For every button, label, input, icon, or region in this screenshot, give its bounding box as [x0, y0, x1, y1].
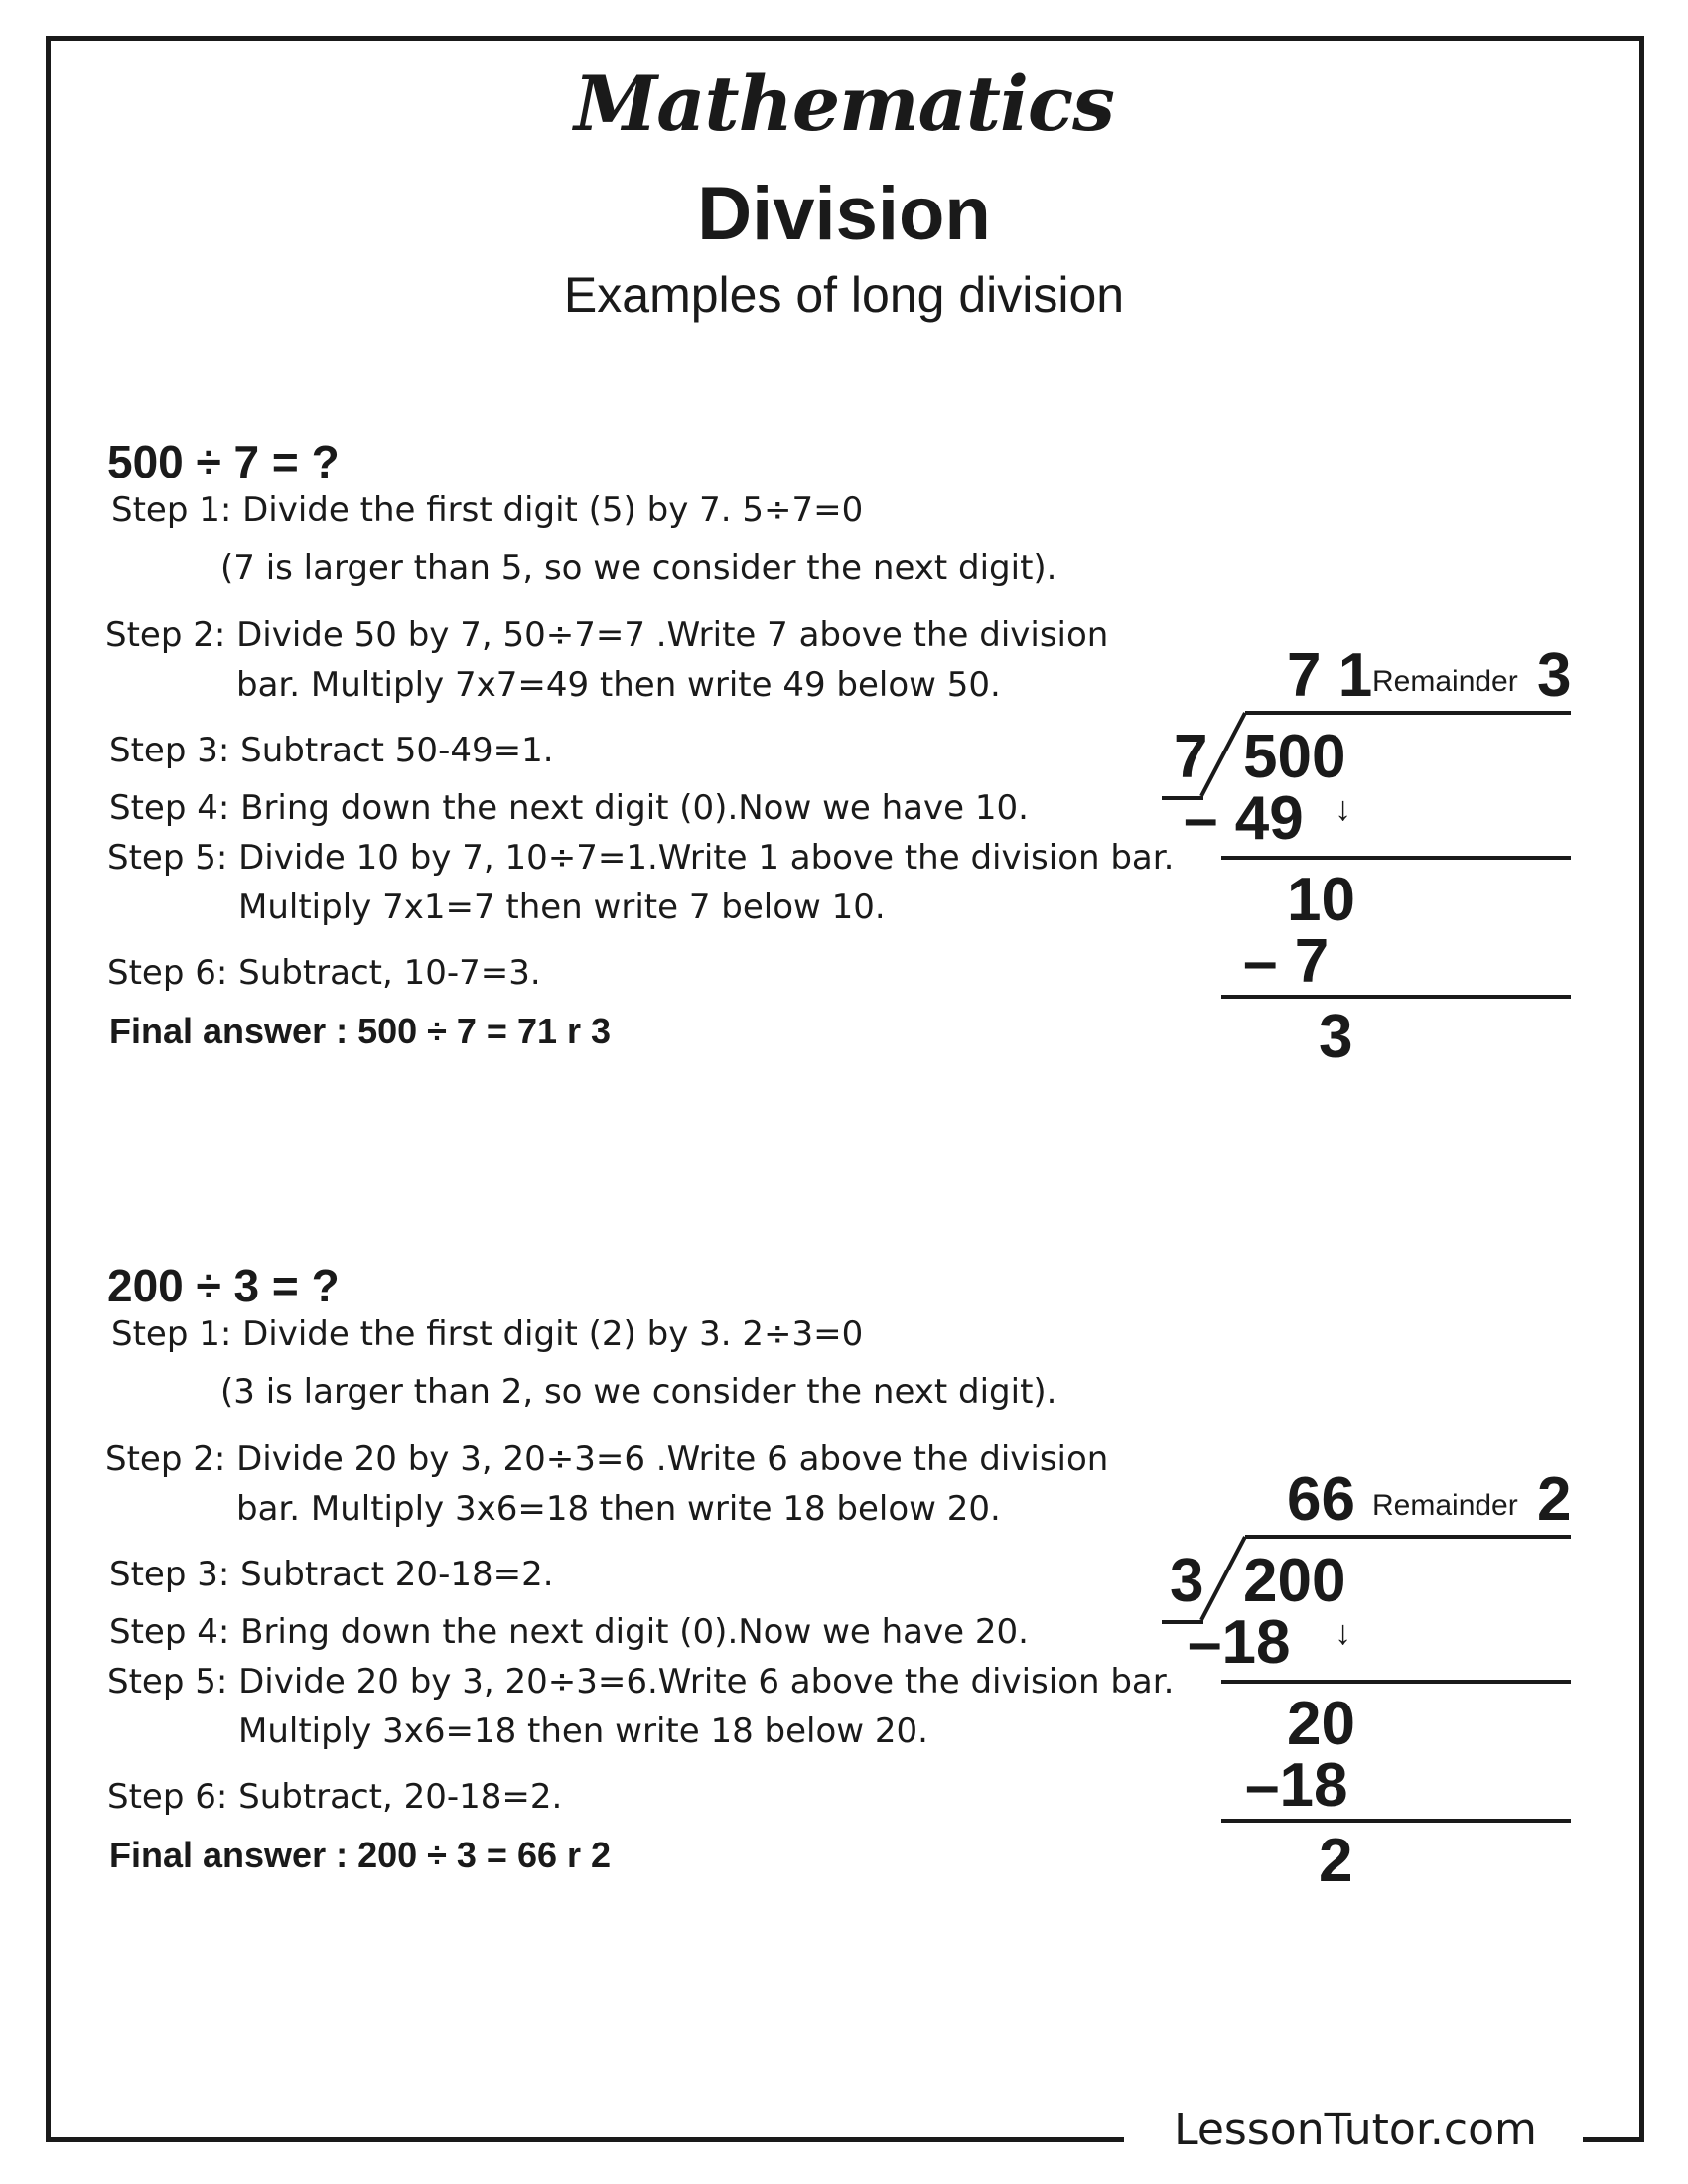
example-2	[0, 1259, 1688, 1954]
step-line: Step 5: Divide 10 by 7, 10÷7=1.Write 1 above the division bar.	[107, 838, 1175, 878]
step-line: (7 is larger than 5, so we consider the next digit).	[220, 548, 1057, 588]
quotient: 66	[1287, 1465, 1355, 1534]
step-line: bar. Multiply 3x6=18 then write 18 below 20.	[236, 1489, 1001, 1529]
step-line: Step 3: Subtract 50-49=1.	[109, 731, 554, 770]
subtract-line-1: – 49	[1184, 784, 1304, 853]
step-line: Step 1: Divide the first digit (5) by 7. 5÷7=0	[111, 490, 864, 530]
remainder-label: Remainder	[1372, 1489, 1518, 1522]
subtract-line-2: –18	[1245, 1751, 1348, 1820]
step-line: Step 4: Bring down the next digit (0).Now we have 20.	[109, 1612, 1029, 1652]
subtraction-line-2	[1221, 1819, 1571, 1823]
page-title: Division	[697, 172, 991, 256]
subtraction-line-1	[1221, 1680, 1571, 1684]
step-line: Step 1: Divide the first digit (2) by 3. 2÷3=0	[111, 1314, 864, 1354]
long-division-diagram	[1152, 1465, 1589, 1895]
subtract-line-2: – 7	[1243, 927, 1330, 996]
subtraction-line-1	[1221, 856, 1571, 860]
remainder-value: 2	[1537, 1465, 1572, 1534]
final-answer: Final answer : 200 ÷ 3 = 66 r 2	[109, 1835, 612, 1875]
step-line: (3 is larger than 2, so we consider the next digit).	[220, 1372, 1057, 1412]
subtract-line-1: –18	[1188, 1608, 1291, 1677]
page-border-bottom-right	[1583, 2137, 1644, 2142]
step-line: Multiply 7x1=7 then write 7 below 10.	[238, 887, 886, 927]
bring-down-arrow: ↓	[1335, 790, 1351, 828]
step-line: Step 2: Divide 20 by 3, 20÷3=6 .Write 6 above the division	[105, 1439, 1109, 1479]
step-line: Step 2: Divide 50 by 7, 50÷7=7 .Write 7 above the division	[105, 615, 1109, 655]
divisor: 7	[1174, 723, 1208, 791]
subject-heading: Mathematics	[574, 60, 1114, 148]
divisor: 3	[1170, 1547, 1204, 1615]
example-1	[0, 435, 1688, 1130]
final-answer: Final answer : 500 ÷ 7 = 71 r 3	[109, 1011, 612, 1051]
page-border-top	[46, 36, 1644, 41]
partial-dividend: 20	[1287, 1690, 1355, 1758]
dividend: 200	[1243, 1547, 1346, 1615]
footer-brand: LessonTutor.com	[1174, 2105, 1537, 2155]
step-line: Multiply 3x6=18 then write 18 below 20.	[238, 1711, 928, 1751]
bring-down-arrow: ↓	[1335, 1614, 1351, 1652]
step-line: Step 6: Subtract, 10-7=3.	[107, 953, 541, 993]
subtraction-line-2	[1221, 995, 1571, 999]
long-division-diagram	[1152, 641, 1589, 1071]
final-remainder: 3	[1319, 1003, 1353, 1071]
division-bar	[1245, 711, 1571, 715]
step-line: Step 5: Divide 20 by 3, 20÷3=6.Write 6 above the division bar.	[107, 1662, 1175, 1702]
remainder-value: 3	[1537, 641, 1572, 710]
step-line: Step 4: Bring down the next digit (0).Now we have 10.	[109, 788, 1029, 828]
step-line: Step 6: Subtract, 20-18=2.	[107, 1777, 563, 1817]
remainder-label: Remainder	[1372, 665, 1518, 698]
example-title: 500 ÷ 7 = ?	[107, 436, 340, 487]
step-line: bar. Multiply 7x7=49 then write 49 below 50.	[236, 665, 1001, 705]
quotient: 7 1	[1287, 641, 1373, 710]
page-subtitle: Examples of long division	[563, 267, 1125, 323]
partial-dividend: 10	[1287, 866, 1355, 934]
step-line: Step 3: Subtract 20-18=2.	[109, 1555, 554, 1594]
example-title: 200 ÷ 3 = ?	[107, 1260, 340, 1311]
division-bar	[1245, 1535, 1571, 1539]
dividend: 500	[1243, 723, 1346, 791]
final-remainder: 2	[1319, 1827, 1353, 1895]
page-border-bottom-left	[46, 2137, 1124, 2142]
